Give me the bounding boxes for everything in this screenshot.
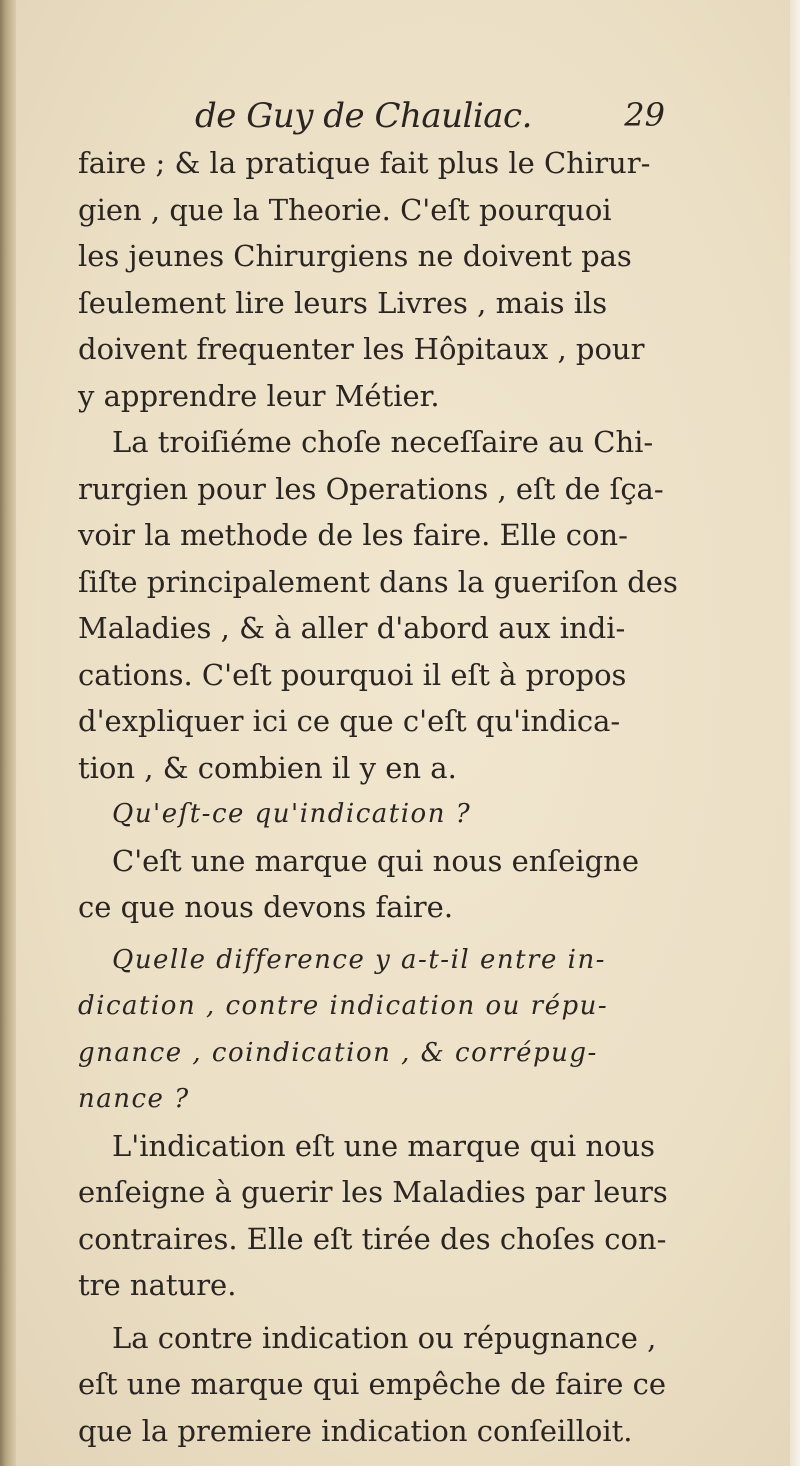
text-line: doivent frequenter les Hôpitaux , pour	[78, 332, 645, 366]
text-line: cations. C'eſt pourquoi il eſt à propos	[78, 657, 627, 692]
text-line: contraires. Elle eſt tirée des choſes con-	[78, 1221, 667, 1256]
text-line: gien , que la Theorie. C'eſt pourquoi	[78, 192, 612, 227]
text-line: ſeulement lire leurs Livres , mais ils	[78, 285, 608, 320]
text-line: y apprendre leur Métier.	[78, 378, 440, 413]
page-number: 29	[624, 96, 665, 134]
text-line: les jeunes Chirurgiens ne doivent pas	[78, 239, 632, 273]
page-gutter	[0, 0, 16, 1466]
text-line: La troiſiéme choſe neceſſaire au Chi-	[112, 425, 654, 459]
text-line: eſt une marque qui empêche de faire ce	[78, 1367, 667, 1401]
text-line: C'eſt une marque qui nous enſeigne	[112, 843, 639, 878]
body-text	[78, 140, 678, 1454]
page-header	[195, 96, 665, 146]
text-line: voir la methode de les faire. Elle con-	[78, 518, 628, 552]
question-heading: dication , contre indication ou répu-	[78, 991, 609, 1021]
question-heading: Quelle difference y a-t-il entre in-	[112, 944, 606, 975]
text-line: d'expliquer ici ce que c'eſt qu'indica-	[78, 704, 621, 738]
question-heading: Qu'eſt-ce qu'indication ?	[112, 799, 472, 829]
text-line: Maladies , & à aller d'abord aux indi-	[78, 611, 626, 645]
page-edge	[790, 0, 800, 1466]
text-line: tion , & combien il y en a.	[78, 750, 457, 785]
text-line: tre nature.	[78, 1268, 237, 1302]
text-line: rurgien pour les Operations , eſt de ſça-	[78, 471, 664, 506]
text-line: enſeigne à guerir les Maladies par leurs	[78, 1175, 668, 1209]
text-line: ſiſte principalement dans la gueriſon des	[78, 564, 678, 599]
text-line: faire ; & la pratique fait plus le Chirur-	[78, 146, 651, 180]
running-head: de Guy de Chauliac.	[195, 96, 532, 136]
text-line: L'indication eſt une marque qui nous	[112, 1128, 656, 1163]
text-line: La contre indication ou répugnance ,	[112, 1320, 657, 1355]
question-heading: gnance , coindication , & corrépug-	[78, 1037, 598, 1068]
text-line: que la premiere indication conſeilloit.	[78, 1413, 633, 1448]
text-line: ce que nous devons faire.	[78, 890, 454, 924]
question-heading: nance ?	[78, 1084, 190, 1114]
